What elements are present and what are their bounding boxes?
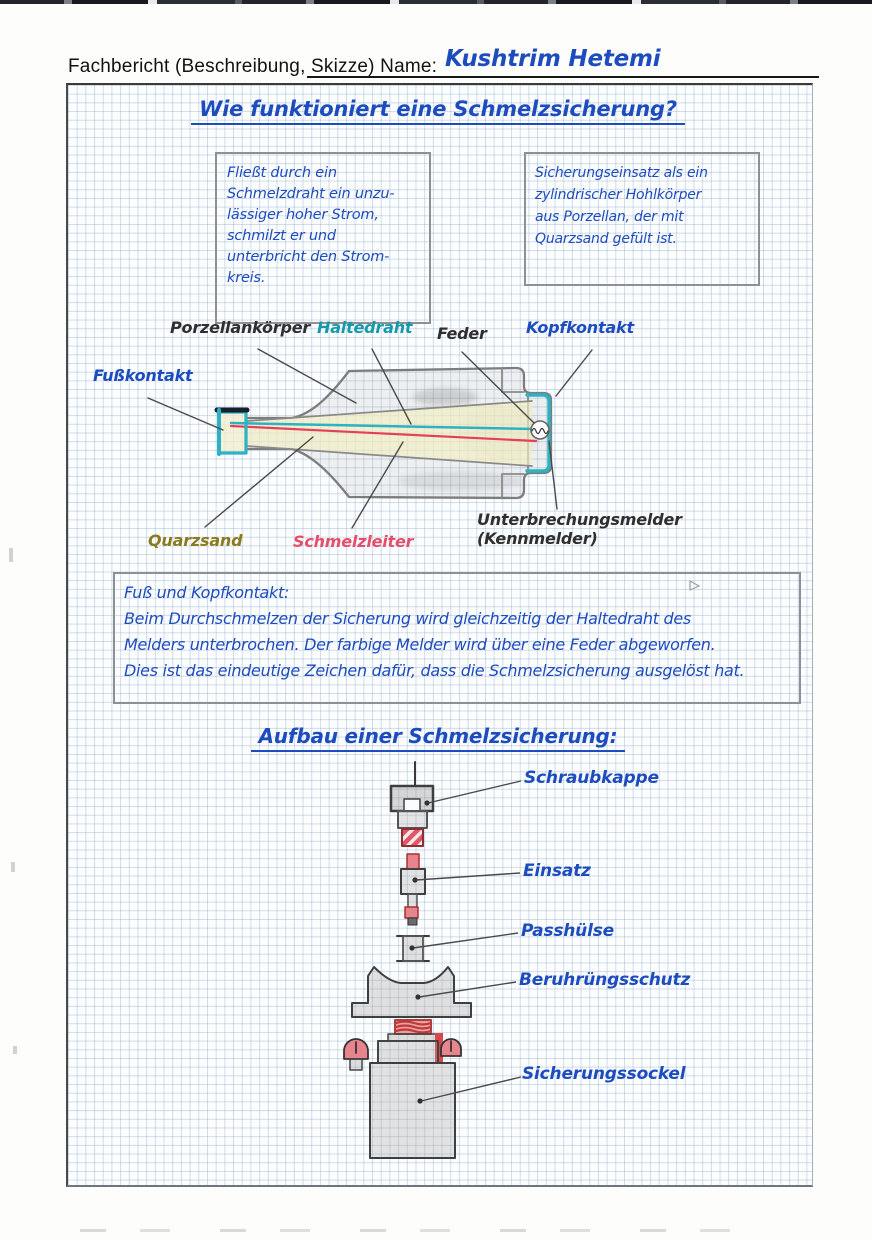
label-sicherungssockel: Sicherungssockel <box>522 1064 686 1084</box>
note-line: Sicherungseinsatz als ein <box>535 165 708 181</box>
margin-smudge <box>9 548 13 562</box>
note-line: Fuß und Kopfkontakt: <box>124 583 290 602</box>
note-line: schmilzt er und <box>227 228 336 244</box>
label-porzellankoerper: Porzellankörper <box>170 318 311 337</box>
note-line: lässiger hoher Strom, <box>227 207 379 223</box>
note-line: Dies ist das eindeutige Zeichen dafür, dass die Schmelzsicherung ausgelöst hat. <box>124 661 745 680</box>
student-name-handwritten: Kushtrim Hetemi <box>445 46 661 72</box>
label-beruehrungsschutz: Beruhrüngsschutz <box>519 970 691 990</box>
label-fusskontakt: Fußkontakt <box>93 366 193 385</box>
form-header-label: Fachbericht (Beschreibung, Skizze) Name: <box>68 56 438 77</box>
note-line: zylindrischer Hohlkörper <box>535 187 702 203</box>
note-box-melting-wire <box>215 152 431 324</box>
label-quarzsand: Quarzsand <box>148 531 243 550</box>
name-underline <box>307 76 819 78</box>
aufbau-title: Aufbau einer Schmelzsicherung: <box>66 724 810 748</box>
label-feder: Feder <box>437 324 487 343</box>
scanner-edge-artifact-top <box>0 0 872 4</box>
label-schraubkappe: Schraubkappe <box>524 768 659 788</box>
label-kopfkontakt: Kopfkontakt <box>526 318 634 337</box>
label-haltedraht: Haltedraht <box>317 318 413 337</box>
note-line: kreis. <box>227 270 266 286</box>
note-line: Melders unterbrochen. Der farbige Melder wird über eine Feder abgeworfen. <box>124 635 716 654</box>
note-line: Schmelzdraht ein unzu- <box>227 186 395 202</box>
note-line: Beim Durchschmelzen der Sicherung wird gleichzeitig der Haltedraht des <box>124 609 691 628</box>
label-unterbrechungsmelder: Unterbrechungsmelder (Kennmelder) <box>477 510 682 548</box>
label-einsatz: Einsatz <box>523 861 591 881</box>
page-title: Wie funktioniert eine Schmelzsicherung? <box>66 97 810 121</box>
margin-smudge <box>11 862 15 872</box>
note-line: unterbricht den Strom- <box>227 249 390 265</box>
note-line: aus Porzellan, der mit <box>535 209 684 225</box>
note-box-fuse-insert <box>524 152 760 286</box>
note-line: Fließt durch ein <box>227 165 337 181</box>
margin-smudge <box>13 1046 17 1054</box>
label-passhuelse: Passhülse <box>521 921 614 941</box>
label-schmelzleiter: Schmelzleiter <box>293 532 414 551</box>
note-box-explanation <box>113 572 801 704</box>
note-line: Quarzsand gefült ist. <box>535 231 677 247</box>
scanner-edge-artifact-bottom <box>80 1229 780 1232</box>
